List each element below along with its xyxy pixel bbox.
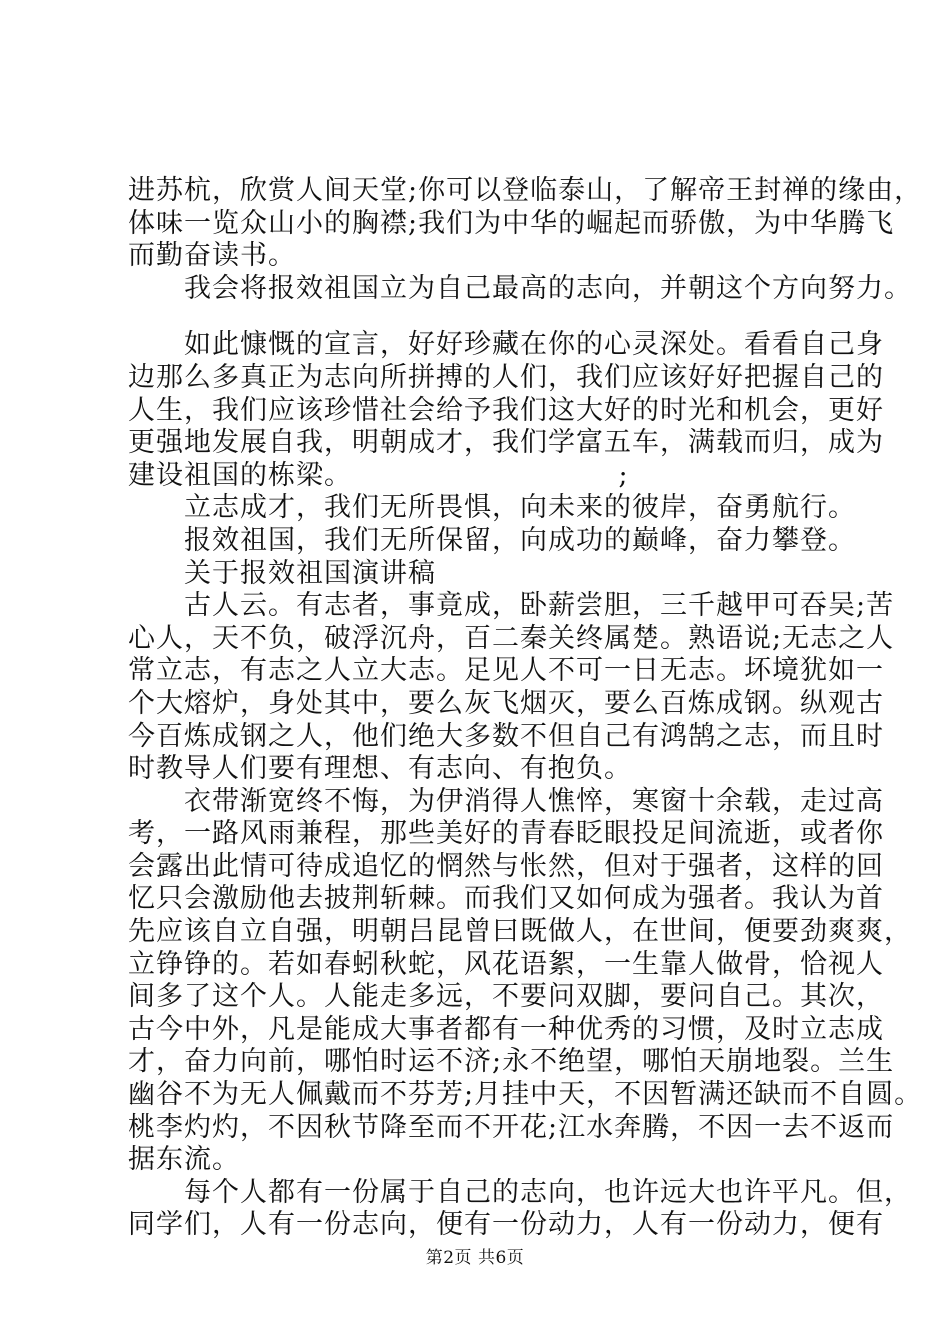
text-line: 忆只会激励他去披荆斩棘。而我们又如何成为强者。我认为首 (128, 883, 884, 915)
paragraph-block-1 (128, 175, 923, 305)
document-body (128, 175, 923, 1242)
text-line: 我会将报效祖国立为自己最高的志向，并朝这个方向努力。 (128, 272, 912, 304)
text-line: 个大熔炉，身处其中，要么灰飞烟灭，要么百炼成钢。纵观古 (128, 687, 884, 719)
text-line: 据东流。 (128, 1144, 240, 1176)
text-line: 人生，我们应该珍惜社会给予我们这大好的时光和机会，更好 (128, 394, 884, 426)
text-line: 进苏杭，欣赏人间天堂;你可以登临泰山，了解帝王封禅的缘由， (128, 175, 923, 206)
text-line: 才，奋力向前，哪怕时运不济;永不绝望，哪怕天崩地裂。兰生 (128, 1046, 895, 1078)
text-line: 常立志，有志之人立大志。足见人不可一日无志。坏境犹如一 (128, 655, 884, 687)
text-line: 建设祖国的栋梁。 ; (128, 459, 629, 491)
text-line: 幽谷不为无人佩戴而不芬芳;月挂中天，不因暂满还缺而不自圆。 (128, 1079, 923, 1111)
text-line: 会露出此情可待成追忆的惘然与怅然，但对于强者，这样的回 (128, 850, 884, 882)
text-line: 桃李灼灼，不因秋节降至而不开花;江水奔腾，不因一去不返而 (128, 1111, 895, 1143)
text-line: 体味一览众山小的胸襟;我们为中华的崛起而骄傲，为中华腾飞 (128, 207, 895, 239)
text-line: 衣带渐宽终不悔，为伊消得人憔悴，寒窗十余载，走过高 (128, 785, 884, 817)
text-line: 心人，天不负，破浮沉舟，百二秦关终属楚。熟语说;无志之人 (128, 622, 895, 654)
section-heading: 关于报效祖国演讲稿 (128, 557, 436, 589)
text-line: 古人云。有志者，事竟成，卧薪尝胆，三千越甲可吞吴;苦 (128, 590, 895, 622)
paragraph-block-2 (128, 329, 923, 1242)
text-line: 每个人都有一份属于自己的志向，也许远大也许平凡。但， (128, 1176, 912, 1208)
text-line: 报效祖国，我们无所保留，向成功的巅峰，奋力攀登。 (128, 524, 856, 556)
text-line: 边那么多真正为志向所拼搏的人们，我们应该好好把握自己的 (128, 361, 884, 393)
text-line: 考，一路风雨兼程，那些美好的青春眨眼投足间流逝，或者你 (128, 818, 884, 850)
text-line: 古今中外，凡是能成大事者都有一种优秀的习惯，及时立志成 (128, 1013, 884, 1045)
text-line: 时教导人们要有理想、有志向、有抱负。 (128, 753, 632, 785)
text-line: 立铮铮的。若如春蚓秋蛇，风花语絮，一生靠人做骨，恰视人 (128, 948, 884, 980)
paragraph-gap (128, 305, 853, 329)
text-line: 立志成才，我们无所畏惧，向未来的彼岸，奋勇航行。 (128, 492, 856, 524)
text-line: 如此慷慨的宣言，好好珍藏在你的心灵深处。看看自己身 (128, 329, 884, 361)
text-line: 今百炼成钢之人，他们绝大多数不但自己有鸿鹄之志，而且时 (128, 720, 884, 752)
page-number-footer: 第2页 共6页 (425, 1248, 525, 1268)
text-line: 而勤奋读书。 (128, 240, 296, 272)
text-line: 先应该自立自强，明朝吕昆曾曰既做人，在世间，便要劲爽爽， (128, 916, 912, 948)
text-line: 同学们，人有一份志向，便有一份动力，人有一份动力，便有 (128, 1209, 884, 1241)
text-line: 更强地发展自我，明朝成才，我们学富五车，满载而归，成为 (128, 427, 884, 459)
text-line: 间多了这个人。人能走多远，不要问双脚，要问自己。其次， (128, 981, 884, 1013)
